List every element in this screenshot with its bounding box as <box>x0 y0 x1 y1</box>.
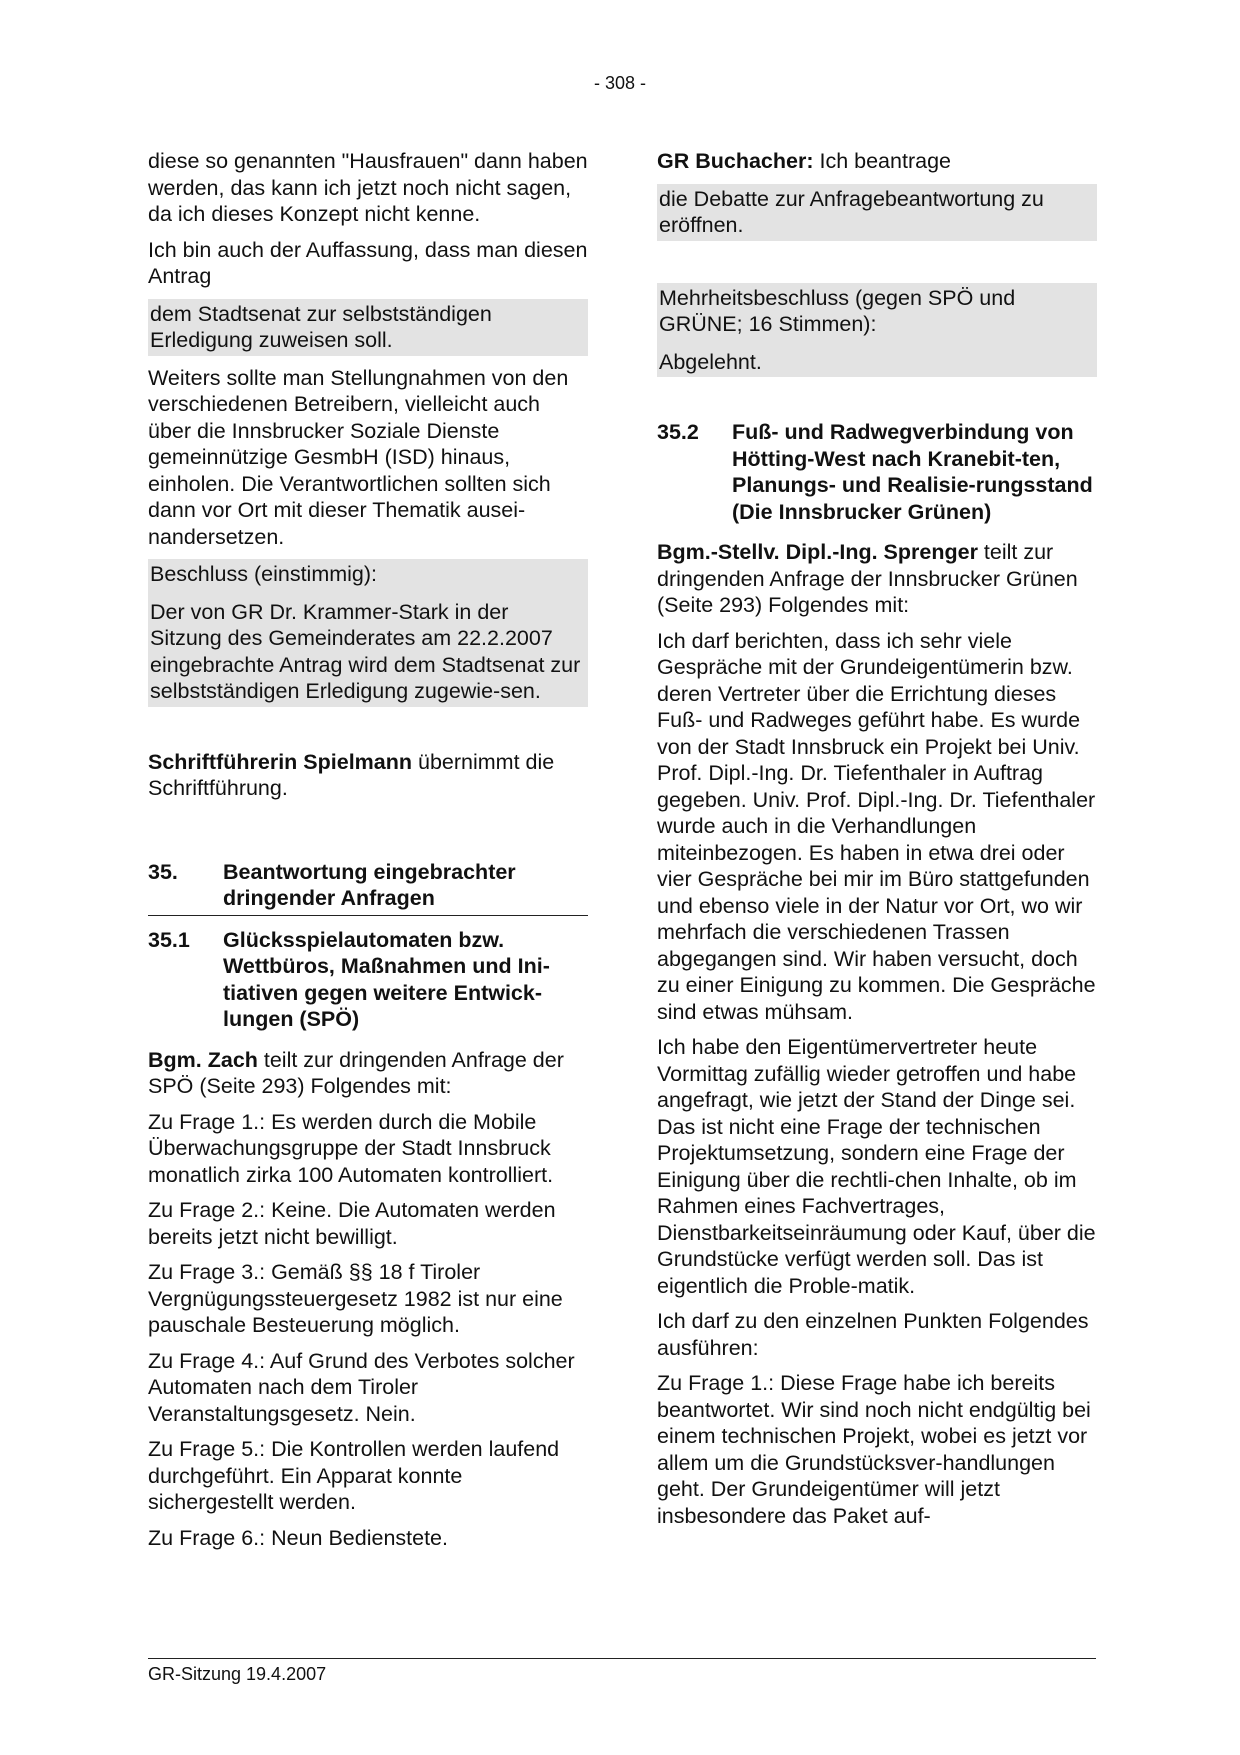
section-heading-35 <box>148 859 588 916</box>
section-number: 35.2 <box>657 420 699 444</box>
resolution-text: Abgelehnt. <box>659 349 762 374</box>
resolution-box <box>148 559 588 707</box>
paragraph: Ich darf zu den einzelnen Punkten Folgendes ausführen: <box>657 1309 1089 1360</box>
answer-item: Zu Frage 6.: Neun Bedienstete. <box>148 1525 448 1550</box>
answer-item: Zu Frage 3.: Gemäß §§ 18 f Tiroler Vergnügungssteuergesetz 1982 ist nur eine pauschale Besteuerung möglich. <box>148 1260 563 1337</box>
motion-text: die Debatte zur Anfragebeantwortung zu eröffnen. <box>659 186 1044 237</box>
paragraph: Ich habe den Eigentümervertreter heute Vormittag zufällig wieder getroffen und habe angefragt, wie jetzt der Stand der Dinge sei. Das ist nicht eine Frage der technischen Projektumsetzung, sondern eine Frage der Einigung über die rechtli-chen Inhalte, ob im Rahmen eines Fachvertrages, Dienstbarkeitseinräumung oder Kauf, über die Grundstücke verfügt werden soll. Das ist eigentlich die Proble-matik. <box>657 1035 1096 1298</box>
footer-text: GR-Sitzung 19.4.2007 <box>148 1664 327 1684</box>
paragraph: Bgm.-Stellv. Dipl.-Ing. Sprenger teilt zur dringenden Anfrage der Innsbrucker Grünen (Seite 293) Folgendes mit: <box>657 540 1078 617</box>
motion-box <box>657 184 1097 241</box>
motion-text: dem Stadtsenat zur selbstständigen Erledigung zuweisen soll. <box>150 301 492 352</box>
footer-divider <box>148 1658 1096 1659</box>
section-heading-35-2 <box>657 419 1097 528</box>
paragraph: Weiters sollte man Stellungnahmen von den verschiedenen Betreibern, vielleicht auch über die Innsbrucker Soziale Dienste gemeinnützige GesmbH (ISD) hinaus, einholen. Die Verantwortlichen sollten sich dann vor Ort mit dieser Thematik ausei-nandersetzen. <box>148 365 569 549</box>
motion-box <box>148 299 588 356</box>
resolution-box <box>657 283 1097 378</box>
speaker-name: Bgm. Zach <box>148 1047 258 1072</box>
speaker-name: Bgm.-Stellv. Dipl.-Ing. Sprenger <box>657 540 978 564</box>
answer-item: Zu Frage 2.: Keine. Die Automaten werden bereits jetzt nicht bewilligt. <box>148 1198 556 1249</box>
section-title: Fuß- und Radwegverbindung von Hötting-West nach Kranebit-ten, Planungs- und Realisie-rungsstand (Die Innsbrucker Grünen) <box>732 420 1093 524</box>
resolution-label: Beschluss (einstimmig): <box>150 562 377 586</box>
paragraph: Zu Frage 1.: Diese Frage habe ich bereits beantwortet. Wir sind noch nicht endgültig bei einem technischen Projekt, wobei es jetzt vor allem um die Grundstücksver-handlungen geht. Der Grundeigentümer will jetzt insbesondere das Paket auf- <box>657 1371 1091 1528</box>
page-number: - 308 - <box>593 73 647 93</box>
paragraph: Ich darf berichten, dass ich sehr viele Gespräche mit der Grundeigentümerin bzw. deren Vertreter über die Errichtung dieses Fuß- und Radweges geführt habe. Es wurde von der Stadt Innsbruck ein Projekt bei Univ. Prof. Dipl.-Ing. Dr. Tiefenthaler in Auftrag gegeben. Univ. Prof. Dipl.-Ing. Dr. Tiefenthaler wurde auch in die Verhandlungen miteinbezogen. Es haben in etwa drei oder vier Gespräche bei mir im Büro stattgefunden und ebenso viele in der Natur vor Ort, wo wir mehrfach die verschiedenen Trassen abgegangen sind. Wir haben versucht, doch zu einer Einigung zu kommen. Die Gespräche sind etwas mühsam. <box>657 628 1096 1024</box>
left-column <box>148 148 588 1560</box>
answer-item: Zu Frage 4.: Auf Grund des Verbotes solcher Automaten nach dem Tiroler Veranstaltungsgesetz. Nein. <box>148 1348 575 1426</box>
paragraph: Schriftführerin Spielmann übernimmt die Schriftführung. <box>148 749 555 800</box>
paragraph: diese so genannten "Hausfrauen" dann haben werden, das kann ich jetzt noch nicht sagen, da ich dieses Konzept nicht kenne. <box>148 149 588 226</box>
speaker-name: GR Buchacher: <box>657 149 814 173</box>
section-title: Glücksspielautomaten bzw. Wettbüros, Maßnahmen und Ini-tiativen gegen weitere Entwick-lungen (SPÖ) <box>223 927 550 1031</box>
speaker-name: Schriftführerin Spielmann <box>148 749 413 774</box>
right-column <box>657 148 1097 1538</box>
paragraph: Bgm. Zach teilt zur dringenden Anfrage der SPÖ (Seite 293) Folgendes mit: <box>148 1047 564 1098</box>
paragraph: GR Buchacher: Ich beantrage <box>657 149 951 173</box>
paragraph: Ich bin auch der Auffassung, dass man diesen Antrag <box>148 237 588 288</box>
resolution-text: Der von GR Dr. Krammer-Stark in der Sitzung des Gemeinderates am 22.2.2007 eingebrachte Antrag wird dem Stadtsenat zur selbstständigen Erledigung zugewie-sen. <box>150 599 581 703</box>
section-number: 35.1 <box>148 927 190 952</box>
section-heading-35-1 <box>148 927 588 1036</box>
resolution-label: Mehrheitsbeschluss (gegen SPÖ und GRÜNE; 16 Stimmen): <box>659 285 1016 336</box>
answer-item: Zu Frage 5.: Die Kontrollen werden laufend durchgeführt. Ein Apparat konnte sichergestellt werden. <box>148 1437 560 1514</box>
section-title: Beantwortung eingebrachter dringender Anfragen <box>223 859 516 910</box>
section-number: 35. <box>148 859 178 884</box>
answer-item: Zu Frage 1.: Es werden durch die Mobile Überwachungsgruppe der Stadt Innsbruck monatlich zirka 100 Automaten kontrolliert. <box>148 1109 554 1187</box>
